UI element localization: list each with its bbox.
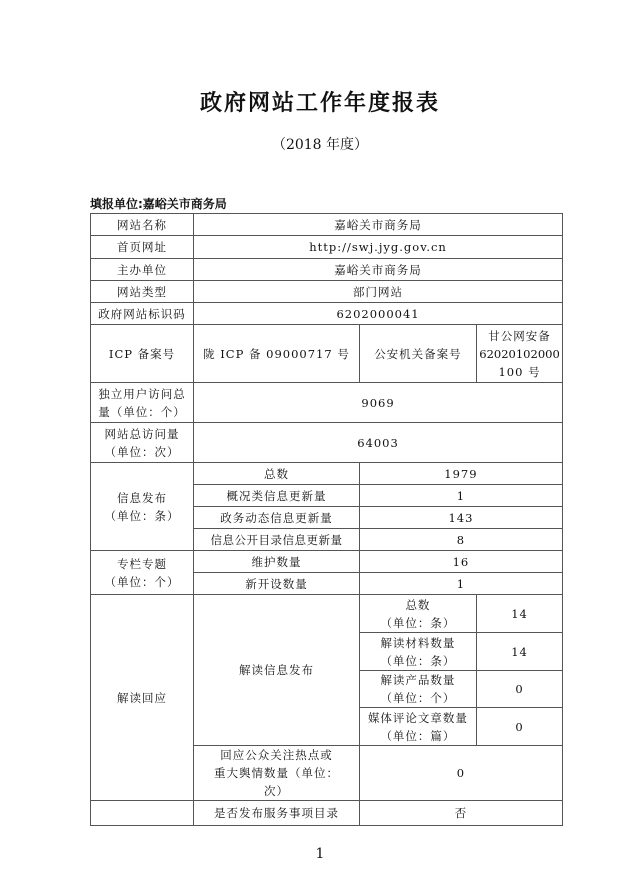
row-site-name	[91, 214, 563, 236]
filing-unit: 填报单位:嘉峪关市商务局	[90, 197, 227, 211]
site-name-value: 嘉峪关市商务局	[194, 214, 563, 236]
unique-visitors-label	[91, 383, 194, 423]
row-homepage	[91, 236, 563, 259]
info-publish-label	[91, 463, 194, 551]
interp-item-label	[359, 633, 476, 671]
info-item-label: 总数	[194, 463, 360, 485]
info-item-value: 143	[359, 507, 562, 529]
service-catalog-blank	[91, 801, 194, 826]
report-table	[90, 213, 563, 826]
label-line: 解读产品数量	[380, 673, 456, 687]
label-line: 次）	[263, 784, 289, 798]
label-line: （单位：条）	[104, 508, 180, 523]
icp-value: 陇 ICP 备 09000717 号	[194, 325, 360, 383]
interp-item-label	[359, 671, 476, 708]
sponsor-value: 嘉峪关市商务局	[194, 259, 563, 281]
label-line: 专栏专题	[117, 556, 168, 571]
interp-item-label	[359, 708, 476, 746]
row-info-total	[91, 463, 563, 485]
columns-item-value: 1	[359, 573, 562, 595]
service-catalog-label: 是否发布服务事项目录	[194, 801, 360, 826]
label-line: 网站总访问量	[104, 426, 180, 441]
sponsor-label: 主办单位	[91, 259, 194, 281]
interpretation-sub-label: 解读信息发布	[194, 595, 360, 746]
info-item-label: 概况类信息更新量	[194, 485, 360, 507]
columns-item-label: 维护数量	[194, 551, 360, 573]
row-icp	[91, 325, 563, 383]
label-line: 信息发布	[117, 490, 168, 505]
row-columns-maintain	[91, 551, 563, 573]
label-line: 总数	[405, 597, 431, 612]
page-number: 1	[315, 846, 325, 862]
site-name-label: 网站名称	[91, 214, 194, 236]
row-interp-total	[91, 595, 563, 633]
site-type-value: 部门网站	[194, 281, 563, 303]
unique-visitors-value: 9069	[194, 383, 563, 423]
label-line: 解读材料数量	[380, 635, 456, 650]
label-line: （单位：条）	[380, 615, 456, 630]
label-line: 回应公众关注热点或	[220, 748, 333, 762]
police-record-line: 甘公网安备	[488, 328, 551, 343]
info-item-value: 1	[359, 485, 562, 507]
row-total-visits	[91, 423, 563, 463]
row-site-type	[91, 281, 563, 303]
report-title: 政府网站工作年度报表	[199, 91, 440, 116]
response-label	[194, 746, 360, 801]
label-line: 量（单位：个）	[98, 404, 186, 419]
police-record-label: 公安机关备案号	[359, 325, 476, 383]
label-line: （单位：次）	[104, 444, 180, 459]
interp-item-value: 0	[477, 671, 563, 708]
columns-item-value: 16	[359, 551, 562, 573]
info-item-label: 政务动态信息更新量	[194, 507, 360, 529]
label-line: （单位：个）	[104, 574, 180, 589]
row-unique-visitors	[91, 383, 563, 423]
report-year: （2018 年度）	[271, 137, 369, 153]
site-code-value: 6202000041	[194, 303, 563, 325]
interp-item-value: 14	[477, 595, 563, 633]
police-record-line: 62020102000	[479, 346, 560, 361]
total-visits-label	[91, 423, 194, 463]
columns-item-label: 新开设数量	[194, 573, 360, 595]
columns-label	[91, 551, 194, 595]
response-value: 0	[359, 746, 562, 801]
interp-item-value: 14	[477, 633, 563, 671]
row-sponsor	[91, 259, 563, 281]
row-site-code	[91, 303, 563, 325]
label-line: 媒体评论文章数量	[367, 710, 468, 725]
interp-item-value: 0	[477, 708, 563, 746]
info-item-label: 信息公开目录信息更新量	[194, 529, 360, 551]
icp-label: ICP 备案号	[91, 325, 194, 383]
label-line: 重大舆情数量（单位：	[213, 766, 339, 780]
total-visits-value: 64003	[194, 423, 563, 463]
site-code-label: 政府网站标识码	[91, 303, 194, 325]
police-record-line: 100 号	[498, 364, 541, 379]
info-item-value: 1979	[359, 463, 562, 485]
service-catalog-value: 否	[359, 801, 562, 826]
police-record-value	[477, 325, 563, 383]
label-line: 独立用户访问总	[98, 386, 186, 401]
homepage-value: http://swj.jyg.gov.cn	[194, 236, 563, 259]
info-item-value: 8	[359, 529, 562, 551]
interpretation-label: 解读回应	[91, 595, 194, 801]
label-line: （单位：篇）	[380, 728, 456, 743]
label-line: （单位：个）	[380, 691, 456, 705]
site-type-label: 网站类型	[91, 281, 194, 303]
row-service-catalog	[91, 801, 563, 826]
homepage-label: 首页网址	[91, 236, 194, 259]
label-line: （单位：条）	[380, 653, 456, 668]
interp-item-label	[359, 595, 476, 633]
